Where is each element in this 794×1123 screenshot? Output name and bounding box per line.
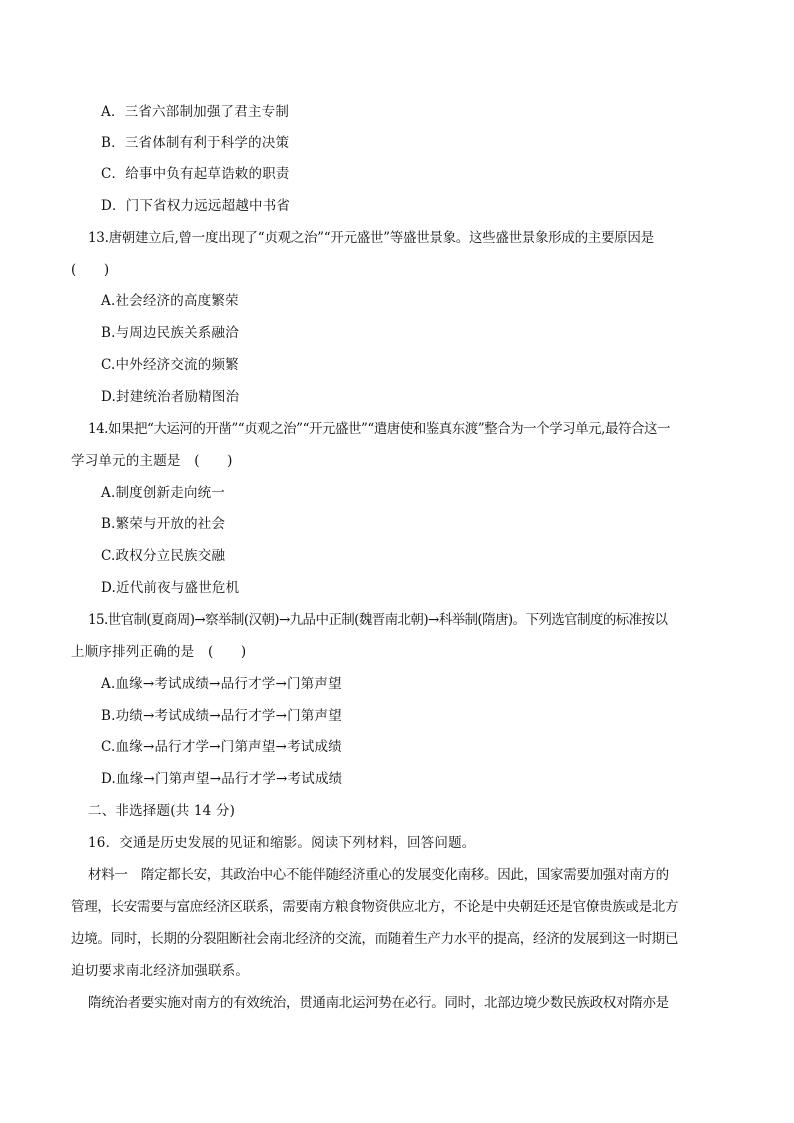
q15-option-d: D.血缘→门第声望→品行才学→考试成绩: [101, 771, 343, 787]
q16-material1-line1: 材料一 隋定都长安，其政治中心不能伴随经济重心的发展变化南移。因此，国家需要加强对南方的: [88, 867, 669, 883]
q13-option-c: C.中外经济交流的频繁: [101, 357, 239, 373]
section-heading: 二、非选择题(共 14 分): [88, 803, 236, 819]
q14-stem-cont: 学习单元的主题是 ( ): [71, 453, 233, 469]
q14-option-c: C.政权分立民族交融: [101, 548, 226, 564]
q13-answer-paren: ( ): [71, 262, 110, 278]
q15-option-b: B.功绩→考试成绩→品行才学→门第声望: [101, 708, 342, 724]
q12-option-a: A．三省六部制加强了君主专制: [101, 104, 290, 120]
q16-stem: 16．交通是历史发展的见证和缩影。阅读下列材料，回答问题。: [88, 835, 476, 851]
q14-option-b: B.繁荣与开放的社会: [101, 516, 226, 532]
q12-option-c: C．给事中负有起草诰敕的职责: [101, 166, 290, 182]
q13-option-d: D.封建统治者励精图治: [101, 389, 240, 405]
q12-option-b: B．三省体制有利于科学的决策: [101, 135, 290, 151]
q12-option-d: D．门下省权力远远超越中书省: [101, 198, 291, 214]
q13-option-a: A.社会经济的高度繁荣: [101, 293, 239, 309]
q14-option-a: A.制度创新走向统一: [101, 485, 226, 501]
q16-material1-line2: 管理，长安需要与富庶经济区联系，需要南方粮食物资供应北方，不论是中央朝廷还是官僚贵族或是北方: [71, 899, 679, 915]
q15-stem: 15.世官制(夏商周)→察举制(汉朝)→九品中正制(魏晋南北朝)→科举制(隋唐)。下列选官制度的标准按以: [88, 612, 668, 628]
q16-material1-line3: 边境。同时，长期的分裂阻断社会南北经济的交流，而随着生产力水平的提高，经济的发展到这一时期已: [71, 931, 679, 947]
q16-material1-line4: 迫切要求南北经济加强联系。: [71, 963, 250, 979]
q14-stem: 14.如果把“大运河的开凿”“贞观之治”“开元盛世”“遣唐使和鉴真东渡”整合为一个学习单元,最符合这一: [88, 421, 670, 437]
q14-option-d: D.近代前夜与盛世危机: [101, 580, 240, 596]
q15-option-c: C.血缘→品行才学→门第声望→考试成绩: [101, 739, 342, 755]
q16-paragraph2: 隋统治者要实施对南方的有效统治，贯通南北运河势在必行。同时，北部边境少数民族政权对隋亦是: [88, 995, 669, 1011]
q15-option-a: A.血缘→考试成绩→品行才学→门第声望: [101, 676, 342, 692]
q13-option-b: B.与周边民族关系融洽: [101, 325, 239, 341]
q15-stem-cont: 上顺序排列正确的是 ( ): [71, 644, 247, 660]
q13-stem: 13.唐朝建立后,曾一度出现了“贞观之治”“开元盛世”等盛世景象。这些盛世景象形成的主要原因是: [88, 230, 654, 246]
